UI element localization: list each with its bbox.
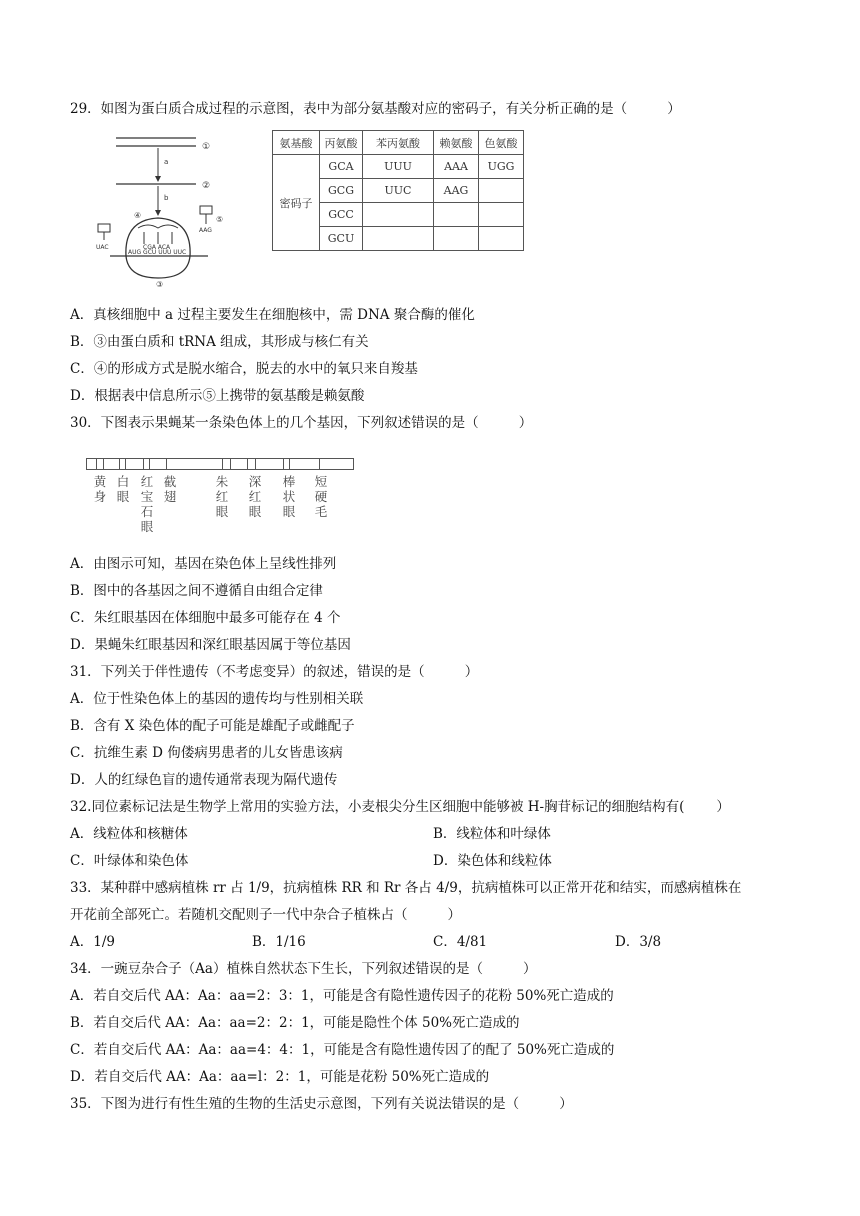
q31-stem-text: 31．下列关于伴性遗传（不考虑变异）的叙述，错误的是（	[70, 664, 425, 680]
q34-option-d: D．若自交后代 AA：Aa：aa=l：2：1，可能是花粉 50%死亡造成的	[70, 1069, 490, 1085]
q30-option-c: C．朱红眼基因在体细胞中最多可能存在 4 个	[70, 610, 341, 626]
q30-stem	[70, 414, 532, 432]
q31-stem	[70, 663, 478, 681]
q29-label-a: a	[164, 158, 169, 166]
q33-option-b: B．1/16	[252, 934, 306, 950]
q33-stem-end: ）	[447, 907, 461, 923]
q33-stem-line2	[70, 906, 461, 924]
q31-option-b: B．含有 X 染色体的配子可能是雄配子或雌配子	[70, 718, 355, 734]
q29-uac: UAC	[96, 244, 109, 251]
table-header-cell: 赖氨酸	[434, 131, 479, 155]
q31-option-a: A．位于性染色体上的基因的遗传均与性别相关联	[70, 691, 364, 707]
q29-label-c2: ②	[202, 181, 211, 191]
table-cell: AAG	[434, 179, 479, 203]
q30-gene-label: 深红眼	[248, 474, 262, 519]
q32-stem	[70, 798, 730, 816]
table-cell: GCA	[320, 155, 363, 179]
table-row	[273, 155, 524, 179]
q33-option-d: D．3/8	[615, 934, 662, 950]
q29-aag: AAG	[199, 227, 212, 234]
q34-option-c: C．若自交后代 AA：Aa：aa=4：4：1，可能是含有隐性遗传因了的配了 50%死亡造成的	[70, 1042, 615, 1058]
q29-label-c1: ①	[202, 142, 211, 152]
q29-label-b: b	[164, 194, 169, 202]
q35-stem-end: ）	[559, 1096, 573, 1112]
q29-stem-end: ）	[667, 101, 681, 117]
q30-gene-label: 棒状眼	[282, 474, 296, 519]
q33-option-c: C．4/81	[433, 934, 488, 950]
table-cell: UUU	[363, 155, 434, 179]
q29-stem	[70, 100, 681, 118]
table-cell	[479, 227, 524, 251]
q34-option-a: A．若自交后代 AA：Aa：aa=2：3：1，可能是含有隐性遗传因子的花粉 50%死亡造成的	[70, 988, 614, 1004]
q29-codon-table	[272, 130, 524, 251]
q32-stem-end: ）	[716, 799, 730, 815]
table-header-cell: 丙氨酸	[320, 131, 363, 155]
q34-option-b: B．若自交后代 AA：Aa：aa=2：2：1，可能是隐性个体 50%死亡造成的	[70, 1015, 520, 1031]
table-cell: UUC	[363, 179, 434, 203]
table-header-cell: 氨基酸	[273, 131, 320, 155]
q32-option-b: B．线粒体和叶绿体	[433, 826, 551, 842]
q30-gene-label: 红宝石眼	[140, 474, 154, 534]
table-cell: GCC	[320, 203, 363, 227]
q32-option-c: C．叶绿体和染色体	[70, 853, 189, 869]
q29-option-d: D．根据表中信息所示⑤上携带的氨基酸是赖氨酸	[70, 388, 365, 404]
q31-option-d: D．人的红绿色盲的遗传通常表现为隔代遗传	[70, 772, 338, 788]
q29-option-a: A．真核细胞中 a 过程主要发生在细胞核中，需 DNA 聚合酶的催化	[70, 307, 475, 323]
q32-option-d: D．染色体和线粒体	[433, 853, 552, 869]
q29-mrna: AUG GCU UUU UUC	[128, 249, 187, 256]
table-header-cell: 苯丙氨酸	[363, 131, 434, 155]
table-header-row	[273, 131, 524, 155]
q34-stem-end: ）	[522, 961, 537, 977]
q30-gene-label: 白眼	[116, 474, 130, 504]
q30-option-a: A．由图示可知，基因在染色体上呈线性排列	[70, 556, 337, 572]
q32-stem-text: 32.同位素标记法是生物学上常用的实验方法，小麦根尖分生区细胞中能够被 H-胸苷标记的细胞结构有(	[70, 799, 685, 815]
q30-stem-text: 30．下图表示果蝇某一条染色体上的几个基因，下列叙述错误的是（	[70, 415, 479, 431]
q30-option-d: D．果蝇朱红眼基因和深红眼基因属于等位基因	[70, 637, 351, 653]
table-cell	[363, 203, 434, 227]
q33-option-a: A．1/9	[70, 934, 115, 950]
q31-stem-end: ）	[464, 664, 479, 680]
q30-chromosome-diagram	[86, 458, 354, 470]
q35-stem-text: 35．下图为进行有性生殖的生物的生活史示意图，下列有关说法错误的是（	[70, 1096, 520, 1112]
table-cell: UGG	[479, 155, 524, 179]
q34-stem-text: 34．一豌豆杂合子（Aa）植株自然状态下生长，下列叙述错误的是（	[70, 961, 483, 977]
table-cell	[479, 179, 524, 203]
table-cell	[434, 203, 479, 227]
q29-label-c3: ③	[156, 280, 164, 288]
q29-option-b: B．③由蛋白质和 tRNA 组成，其形成与核仁有关	[70, 334, 369, 350]
q29-protein-synthesis-figure	[96, 128, 236, 288]
q32-option-a: A．线粒体和核糖体	[70, 826, 188, 842]
q30-option-b: B．图中的各基因之间不遵循自由组合定律	[70, 583, 323, 599]
q29-anticodons: CGA ACA	[143, 244, 171, 251]
q30-gene-label: 短硬毛	[314, 474, 328, 519]
q34-stem	[70, 960, 536, 978]
q31-option-c: C．抗维生素 D 佝偻病男患者的儿女皆患该病	[70, 745, 343, 761]
q30-gene-label: 黄身	[93, 474, 107, 504]
table-cell	[363, 227, 434, 251]
table-cell: AAA	[434, 155, 479, 179]
q33-stem-line1: 33．某种群中感病植株 rr 占 1/9，抗病植株 RR 和 Rr 各占 4/9，抗病植株可以正常开花和结实，而感病植株在	[70, 880, 742, 896]
table-cell: GCG	[320, 179, 363, 203]
q30-gene-label: 截翅	[163, 474, 177, 504]
q30-stem-end: ）	[518, 415, 533, 431]
table-row-label: 密码子	[273, 155, 320, 251]
table-cell	[479, 203, 524, 227]
table-cell	[434, 227, 479, 251]
q30-gene-label: 朱红眼	[215, 474, 229, 519]
q35-stem	[70, 1095, 573, 1113]
q29-label-c5: ⑤	[216, 215, 224, 224]
table-cell: GCU	[320, 227, 363, 251]
q33-stem-text: 开花前全部死亡。若随机交配则子一代中杂合子植株占（	[70, 907, 408, 923]
q29-label-c4: ④	[134, 211, 142, 220]
table-header-cell: 色氨酸	[479, 131, 524, 155]
q29-stem-text: 29．如图为蛋白质合成过程的示意图，表中为部分氨基酸对应的密码子，有关分析正确的是（	[70, 101, 628, 117]
q29-option-c: C．④的形成方式是脱水缩合，脱去的水中的氧只来自羧基	[70, 361, 418, 377]
